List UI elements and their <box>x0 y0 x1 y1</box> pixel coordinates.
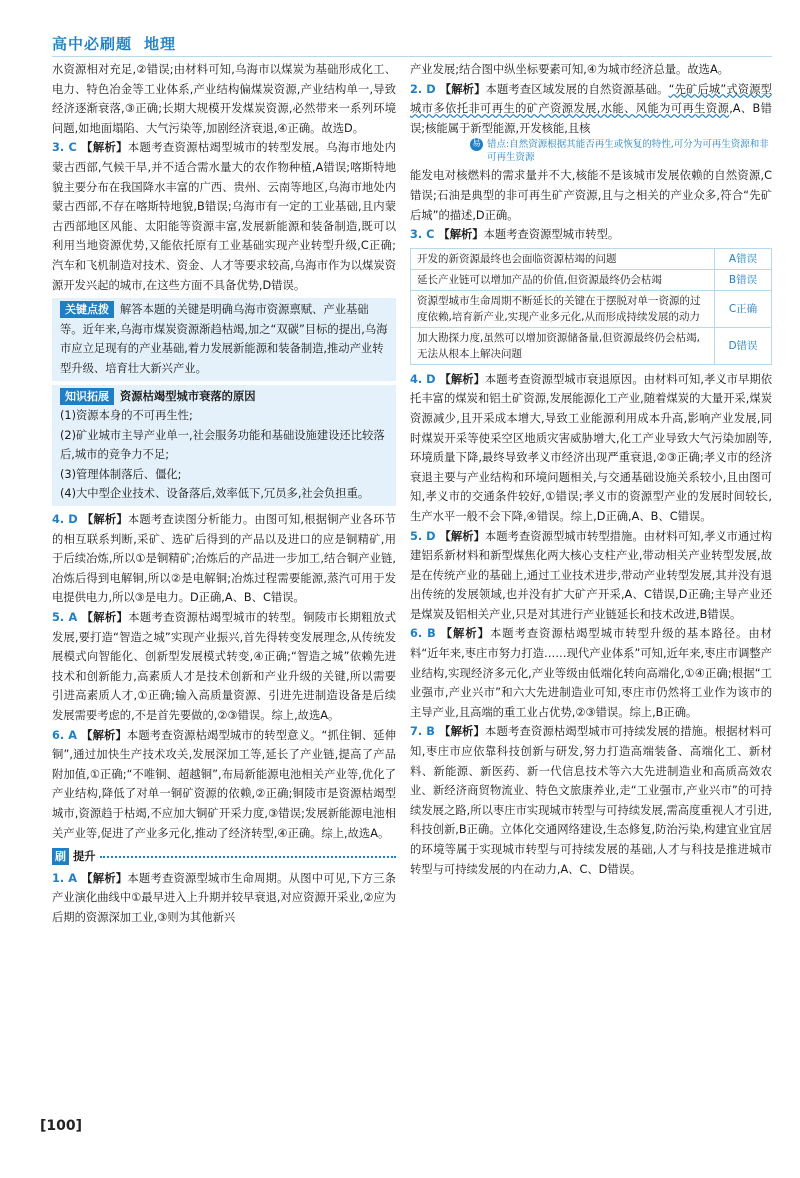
knowledge-item: (4)大中型企业技术、设备落后,效率低下,冗员多,社会负担重。 <box>60 487 370 501</box>
improve-answer-1: 1. A 【解析】本题考查资源型城市生命周期。从图中可见,下方三条产业演化曲线中①最早进入上升期并较早衰退,对应资源开采业,②应为后期的资源深加工业,③则为其他新兴 <box>52 871 397 924</box>
answer-number: 6. B <box>410 627 436 641</box>
knowledge-item: (3)管理体制落后、僵化; <box>60 467 182 481</box>
table-row: 开发的新资源最终也会面临资源枯竭的问题 A错误 <box>411 248 772 269</box>
answer-number: 3. C <box>410 228 435 242</box>
section-badge: 刷 <box>52 848 69 865</box>
answer-number: 4. D <box>52 513 78 527</box>
section-dotted-line <box>100 856 396 858</box>
error-note <box>470 138 772 164</box>
table-row: 资源型城市生命周期不断延长的关键在于摆脱对单一资源的过度依赖,培育新产业,实现产业多元化,从而形成持续发展的动力 C正确 <box>411 290 772 327</box>
page-number: [100] <box>40 1118 83 1134</box>
improve-answer-7: 7. B 【解析】本题考查资源枯竭型城市可持续发展的措施。根据材料可知,枣庄市应依靠科技创新与研发,努力打造高端装备、高端化工、新材料、新能源、新医药、新一代信息技术等六大先进制造业和高质高效农业、新经济商贸物流业、特色文旅康养业,走“工业强市,产业兴市”的可持续发展之路,所以枣庄市实现城市转型与可持续发展,需高度重视人才引进,科技创新,B正确。立体化交通网络建设,生态修复,防治污染,构建宜业宜居的环境等属于实现城市转型与可持续发展的基础,人才与科技是推进城市转型与可持续发展的内在动力,A、C、D错误。 <box>410 725 772 876</box>
answer-5: 5. A 【解析】本题考查资源枯竭型城市的转型。铜陵市长期粗放式发展,要打造“智造之城”实现产业振兴,首先得转变发展理念,从传统发展模式向智能化、创新型发展模式转变,④正确;“智造之城”依赖先进技术和创新能力,高素质人才是技术创新和产业升级的关键,所以需要引进高素质人才,①正确;输入高质量资源、引进先进制造设备是后续发展需要考虑的,不是首先要做的,②③错误。综上,故选A。 <box>52 611 396 722</box>
continued-answer: 水资源相对充足,②错误;由材料可知,乌海市以煤炭为基础形成化工、电力、特色冶金等工业体系,产业结构偏煤炭资源,产业结构单一,导致经济逐渐衰落,③正确;长期大规模开发煤炭资源,必然带来一系列环境问题,如地面塌陷、大气污染等,加剧经济衰退,④正确。故选D。 <box>52 63 396 135</box>
knowledge-box <box>52 385 396 507</box>
improve-answer-2: 2. D 【解析】本题考查区域发展的自然资源基础。“先矿后城”式资源型城市多依托非可再生的矿产资源发展,水能、风能为可再生资源,A、B错误;核能属于新型能源,开发核能,且核 <box>410 82 772 135</box>
knowledge-tag: 知识拓展 <box>60 388 114 405</box>
header-divider <box>52 56 772 57</box>
improve-answer-4: 4. D 【解析】本题考查资源型城市衰退原因。由材料可知,孝义市早期依托丰富的煤炭和铝土矿资源,发展能源化工产业,随着煤炭的大量开采,煤炭资源减少,且开采成本增大,导致工业能源利用成本升高,影响产业发展,同时煤炭开采等使采空区地质灾害威胁增大,化工产业导致大气污染加剧等,环境质量下降,最终导致孝义市经济出现严重衰退,②③正确;孝义市的经济衰退主要与产业结构和环境问题相关,与交通基础设施关系较小,且由图可知,孝义市的交通条件较好,①错误;孝义市的资源型产业的发展时间较长,生产水平一般不会下降,④错误。综上,D正确,A、B、C错误。 <box>410 372 772 523</box>
wavy-underlined-text: “先矿后城”式资源型城市多依托非可再生的矿产资源发展,水能、风能为可再生资源 <box>410 82 772 116</box>
book-title: 高中必刷题 <box>52 35 133 53</box>
knowledge-item: (2)矿业城市主导产业单一,社会服务功能和基础设施建设还比较落后,城市的竞争力不足; <box>60 428 385 462</box>
improve-answer-3: 3. C 【解析】本题考查资源型城市转型。 <box>410 228 620 242</box>
error-note-icon: 易 <box>471 139 481 150</box>
answer-number: 6. A <box>52 728 77 742</box>
left-column <box>52 60 396 928</box>
error-note-text: 错点:自然资源根据其能否再生或恢复的特性,可分为可再生资源和非可再生资源 <box>487 139 769 164</box>
knowledge-item: (1)资源本身的不可再生性; <box>60 409 193 423</box>
key-point-box: 关键点拨 解答本题的关键是明确乌海市资源禀赋、产业基础等。近年来,乌海市煤炭资源渐趋枯竭,加之“双碳”目标的提出,乌海市应立足现有的产业基础,着力发展新能源和装备制造,推动产业转型升级、培育壮大新兴产业。 <box>52 298 396 380</box>
answer-4: 4. D 【解析】本题考查读图分析能力。由图可知,根据铜产业各环节的相互联系判断,采矿、选矿后得到的产品以及进口的应是铜精矿,用于后续冶炼,所以①是铜精矿;冶炼后的产品进一步加工,结合铜产业链,冶炼后得到电解铜,所以②是电解铜;冶炼过程需要能源,蒸汽可用于发电提供电力,所以③是电力。D正确,A、B、C错误。 <box>52 513 396 605</box>
answer-number: 7. B <box>410 725 435 739</box>
section-label: 提升 <box>73 850 96 864</box>
key-point-tag: 关键点拨 <box>60 301 114 318</box>
answer-number: 1. A <box>52 871 78 885</box>
answer-number: 5. A <box>52 611 78 625</box>
table-row: 加大勘探力度,虽然可以增加资源储备量,但资源最终仍会枯竭,无法从根本上解决问题 D错误 <box>411 327 772 364</box>
knowledge-title: 资源枯竭型城市衰落的原因 <box>120 389 256 403</box>
answer-number: 4. D <box>410 372 436 386</box>
section-heading-improve <box>52 847 396 867</box>
subject-title: 地理 <box>144 35 177 53</box>
table-row: 延长产业链可以增加产品的价值,但资源最终仍会枯竭 B错误 <box>411 269 772 290</box>
option-analysis-table <box>410 248 772 365</box>
improve-answer-5: 5. D 【解析】本题考查资源型城市转型措施。由材料可知,孝义市通过构建铝系新材料和新型煤焦化两大核心支柱产业,带动相关产业转型发展,故是在传统产业的基础上,通过工业技术进步,带动产业转型发展,其并没有退出传统的发展领域,也并没有扩大矿产开采,A、C错误,D正确;主导产业还是煤炭及铝相关产业,只是对其进行产业链延长和技术改进,B错误。 <box>410 529 772 621</box>
continued-answer: 产业发展;结合图中纵坐标要素可知,④为城市经济总量。故选A。 <box>410 63 729 76</box>
answer-6: 6. A 【解析】本题考查资源枯竭型城市的转型意义。“抓住铜、延伸铜”,通过加快生产技术攻关,发展深加工等,延长了产业链,提高了产品附加值,①正确;“不唯铜、超越铜”,布局新能源电池相关产业等,优化了产业结构,降低了对单一铜矿资源的依赖,②正确;铜陵市是资源枯竭型城市,资源趋于枯竭,不应加大铜矿开采力度,③错误;发展新能源电池相关产业等,促进了产业多元化,推动了经济转型,④正确。综上,故选A。 <box>52 728 397 840</box>
answer-number: 3. C <box>52 141 77 155</box>
answer-number: 5. D <box>410 529 436 543</box>
answer-number: 2. D <box>410 82 436 96</box>
answer-3: 3. C 【解析】本题考查资源枯竭型城市的转型发展。乌海市地处内蒙古西部,气候干旱,并不适合需水量大的农作物种植,A错误;喀斯特地貌主要分布在我国降水丰富的广西、贵州、云南等地区,乌海市地处内蒙古西部,不存在喀斯特地貌,B错误;乌海市有一定的工业基础,且内蒙古西部地区风能、太阳能等资源丰富,发展新能源和装备制造,既可以利用当地资源优势,又能依托原有工业基础实现产业转型升级,C正确;汽车和飞机制造对技术、资金、人才等要求较高,乌海市作为以煤炭资源开发兴起的城市,在这些方面不具备优势,D错误。 <box>52 141 396 292</box>
improve-answer-6: 6. B 【解析】本题考查资源枯竭型城市转型升级的基本路径。由材料“近年来,枣庄市努力打造……现代产业体系”可知,近年来,枣庄市调整产业结构,实现经济多元化,产业等级由低端化转向高端化,①④正确;根据“工业强市,产业兴市”和六大先进制造业可知,枣庄市仍然将工业作为该市的主导产业,且高端的重工业占优势,②③错误。综上,B正确。 <box>410 627 772 719</box>
right-column <box>410 60 772 879</box>
answer-2-continued: 能发电对核燃料的需求量并不大,核能不是该城市发展依赖的自然资源,C错误;石油是典型的非可再生矿产资源,且与之相关的产业众多,符合“先矿后城”的描述,D正确。 <box>410 169 772 222</box>
page-header <box>52 33 176 54</box>
